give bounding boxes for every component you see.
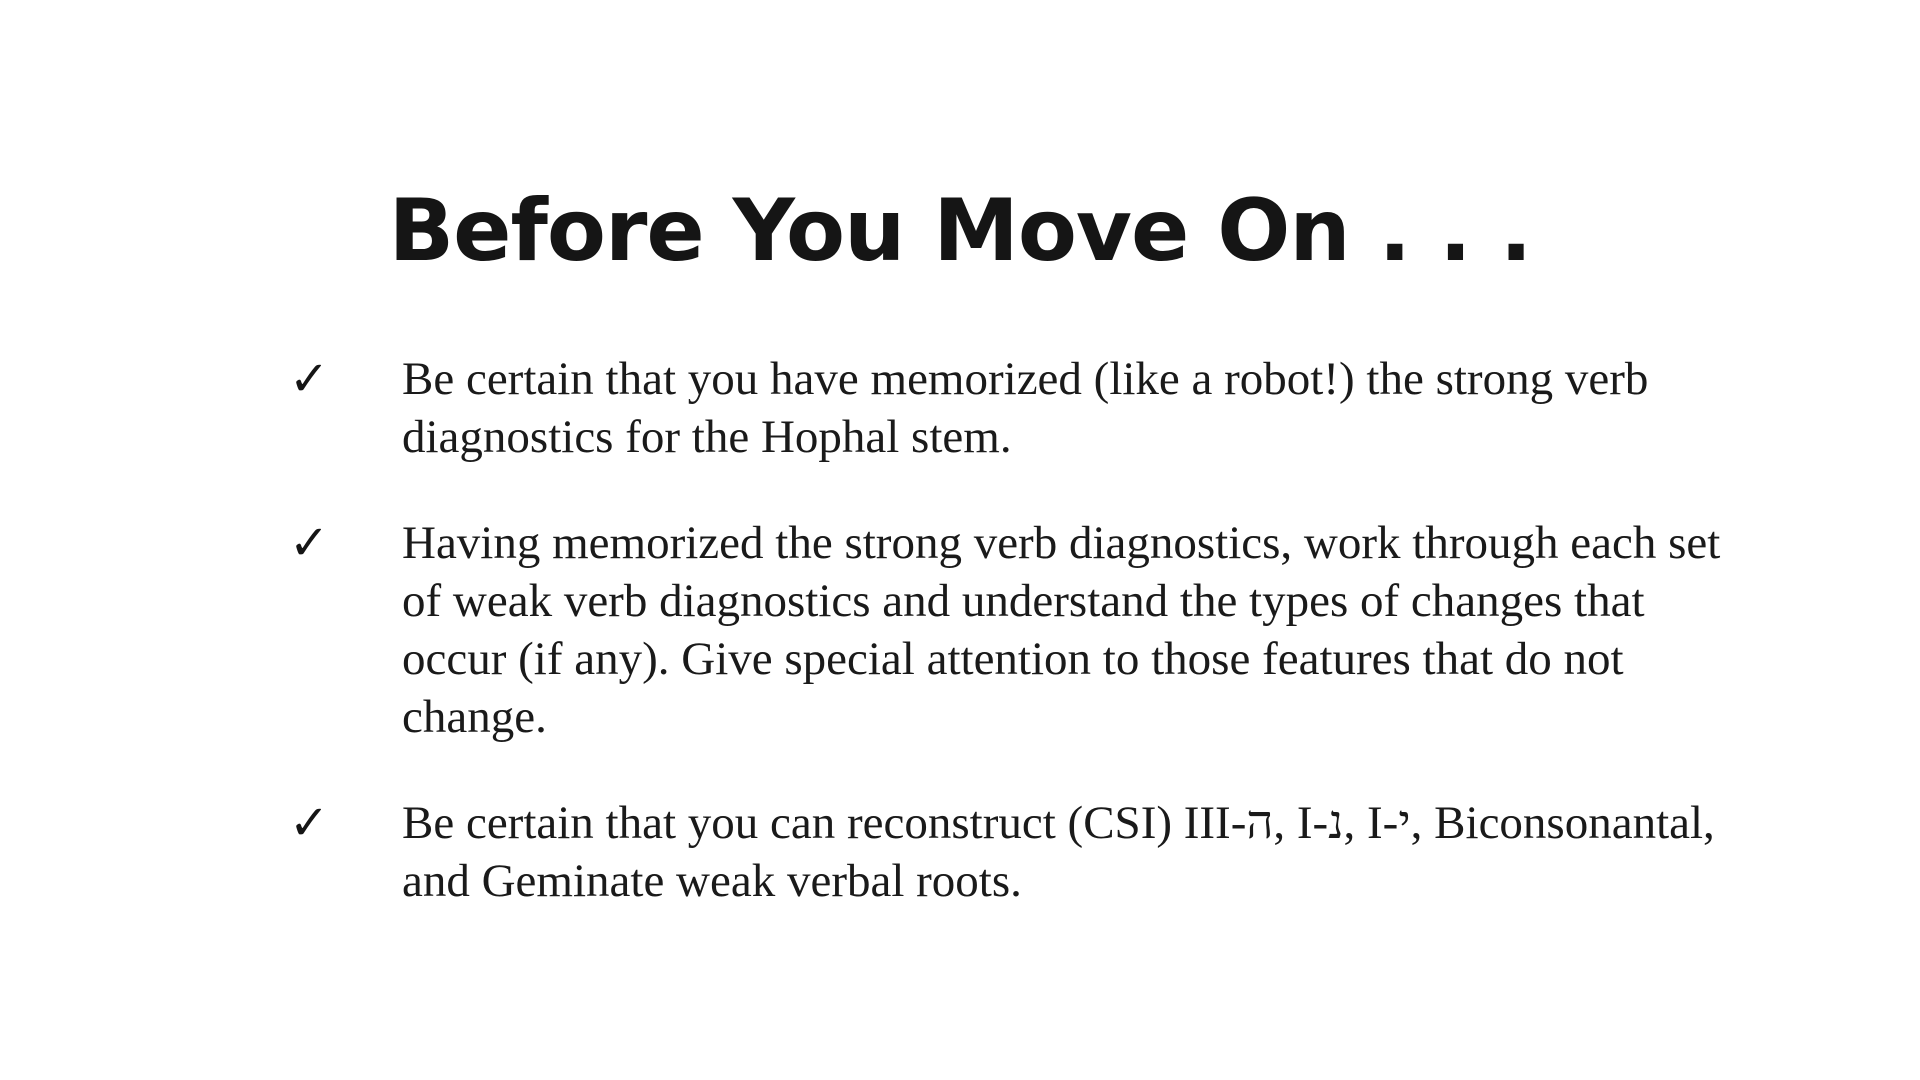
checkmark-icon: ✓ xyxy=(289,351,330,407)
slide-title: Before You Move On . . . xyxy=(388,181,1532,281)
checkmark-icon: ✓ xyxy=(289,795,330,851)
checklist-item xyxy=(0,514,1920,746)
checklist-item xyxy=(0,350,1920,466)
checkmark-icon: ✓ xyxy=(289,515,330,571)
checklist-item xyxy=(0,794,1920,910)
checklist-item-text: Be certain that you can reconstruct (CSI) III-ה, I-נ, I-י, Biconsonantal, and Geminate weak verbal roots. xyxy=(402,797,1715,907)
checklist xyxy=(0,350,1920,958)
checklist-item-text: Be certain that you have memorized (like a robot!) the strong verb diagnostics for the Hophal stem. xyxy=(402,353,1649,463)
checklist-item-text: Having memorized the strong verb diagnostics, work through each set of weak verb diagnostics and understand the types of changes that occur (if any). Give special attention to those features that do not change. xyxy=(402,517,1721,743)
